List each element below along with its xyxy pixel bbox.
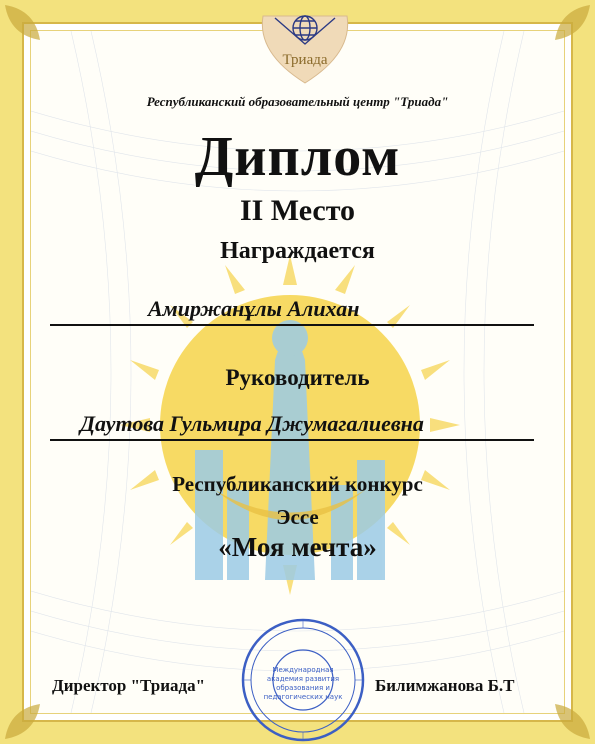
organization-header: Республиканский образовательный центр "Триада" (146, 94, 449, 109)
contest-label: Республиканский конкурс (172, 472, 423, 496)
category-label: Эссе (276, 505, 319, 529)
diploma-title: Диплом (194, 126, 401, 188)
supervisor-name: Даутова Гульмира Джумагалиевна (80, 411, 424, 436)
triada-logo (255, 8, 355, 86)
topic-label: «Моя мечта» (218, 532, 377, 562)
director-label: Директор "Триада" (52, 676, 206, 695)
stamp-seal (240, 617, 366, 743)
svg-text:педагогических наук: педагогических наук (263, 693, 343, 701)
supervisor-line (50, 409, 534, 441)
svg-text:Международная: Международная (272, 666, 334, 674)
director-name: Билимжанова Б.Т (375, 676, 515, 695)
awarded-label: Награждается (220, 238, 375, 264)
svg-text:образования и: образования и (276, 684, 330, 692)
place-label: II Место (239, 194, 356, 227)
corner-ornament-icon (525, 0, 595, 70)
svg-text:академия развития: академия развития (266, 675, 340, 683)
supervisor-label: Руководитель (225, 365, 370, 390)
recipient-name: Амиржанұлы Алихан (148, 296, 360, 321)
recipient-line (50, 294, 534, 326)
corner-ornament-icon (0, 0, 70, 70)
corner-ornament-icon (525, 674, 595, 744)
logo-text: Триада (282, 52, 328, 68)
